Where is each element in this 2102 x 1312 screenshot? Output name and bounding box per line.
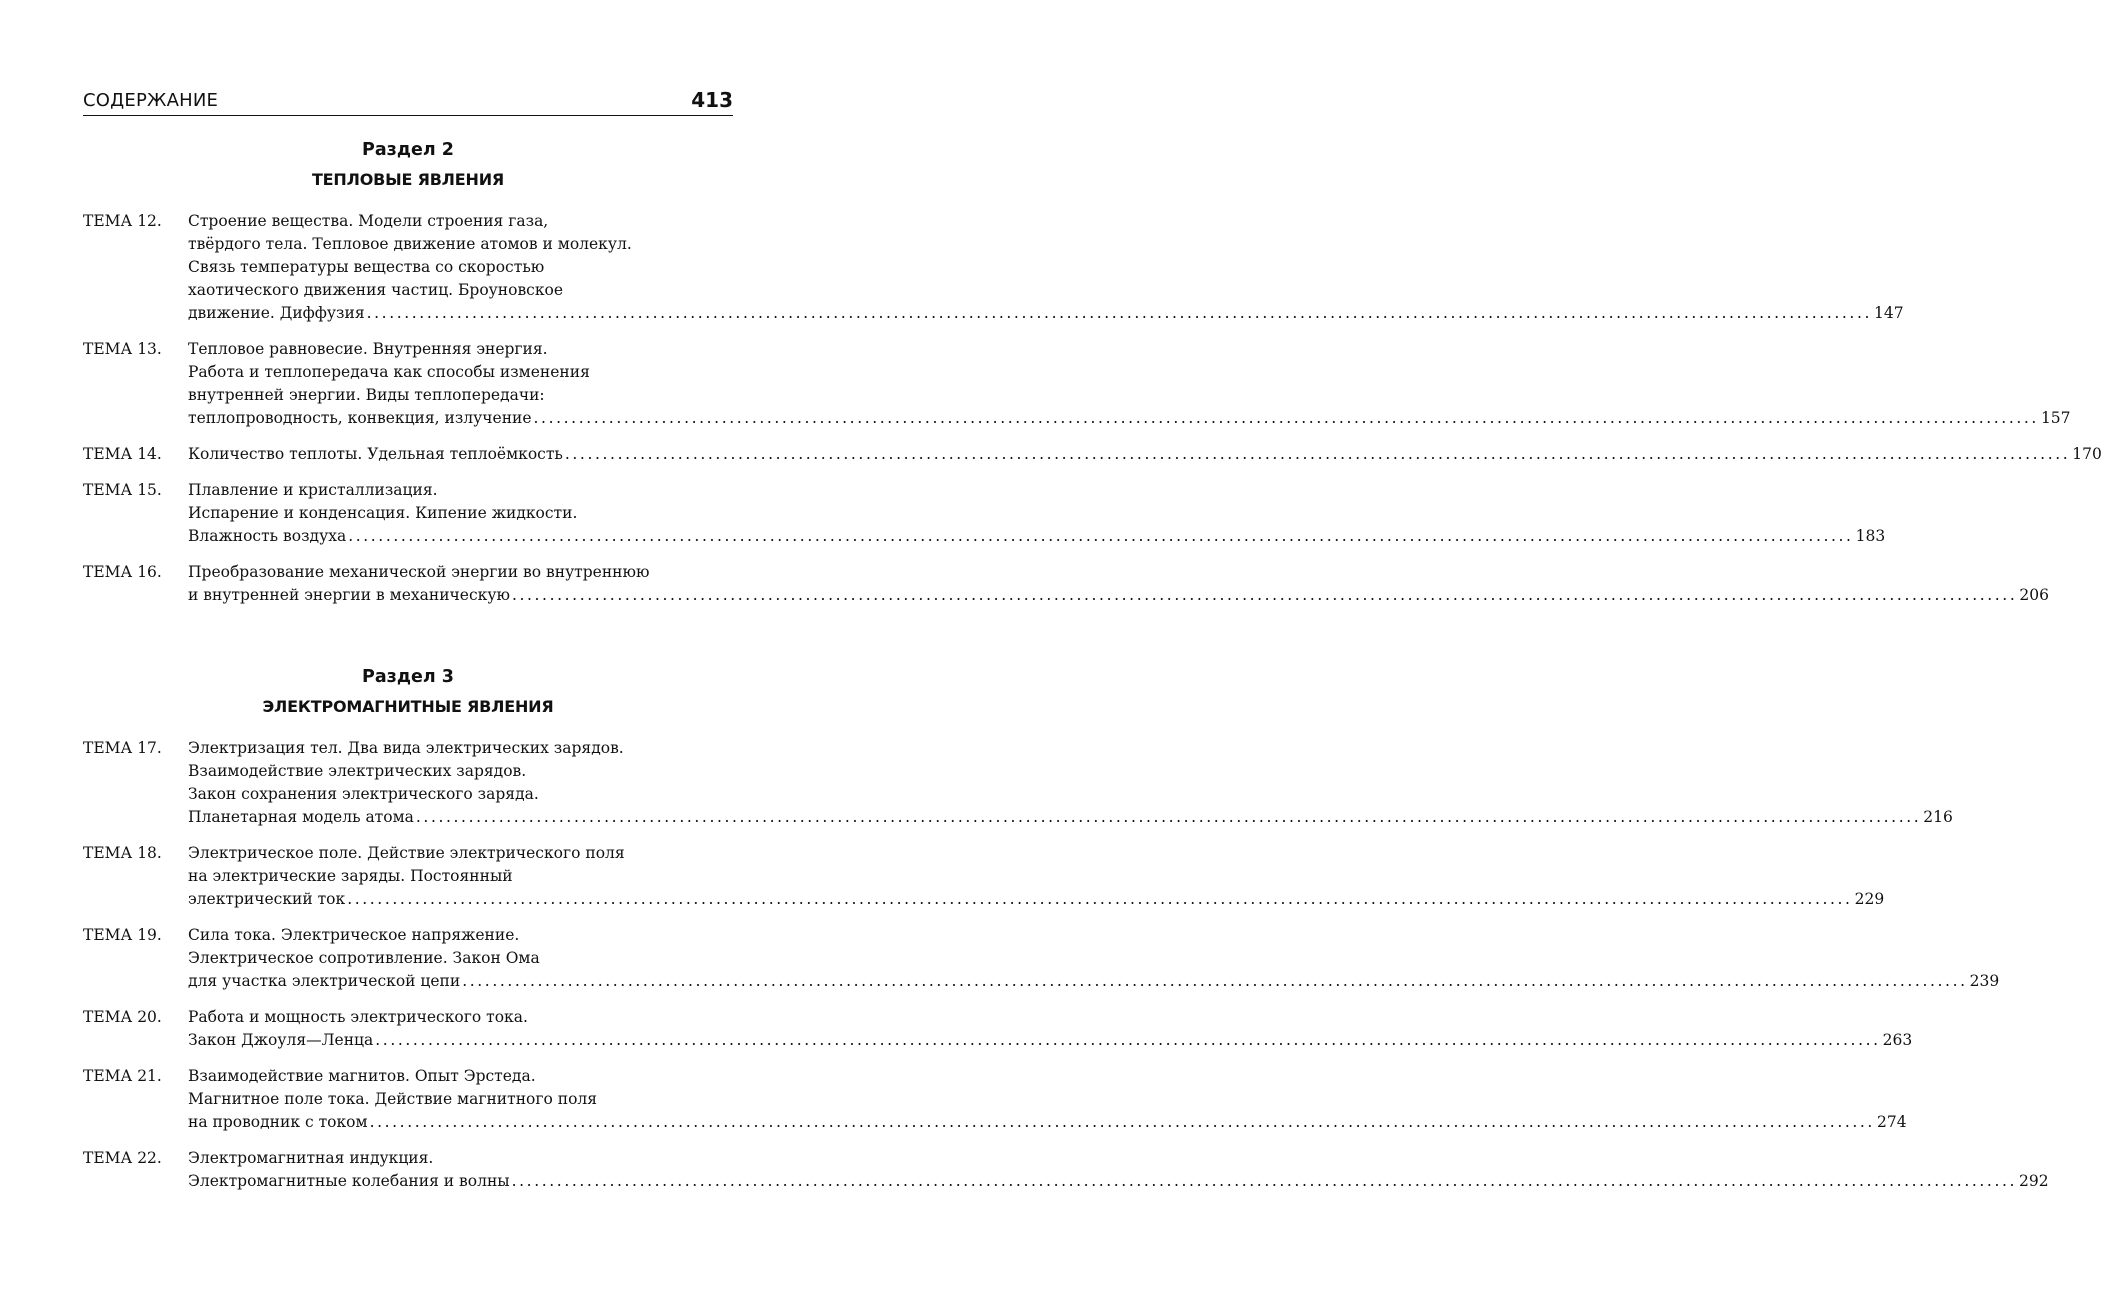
section-title: ТЕПЛОВЫЕ ЯВЛЕНИЯ [311, 170, 505, 189]
topic-label: ТЕМА 14. [83, 445, 162, 463]
dot-leader: ........................................................................................................................................................................................................ [533, 409, 2039, 427]
topic-title-last-line [188, 1029, 1912, 1052]
topic-title-line: Преобразование механической энергии во внутреннюю [188, 563, 650, 581]
topic-label: ТЕМА 21. [83, 1067, 162, 1085]
topic-title-line: Закон сохранения электрического заряда. [188, 785, 539, 803]
topic-title [188, 1065, 1907, 1134]
topic-title-line: Электромагнитные колебания и волны [188, 1172, 510, 1190]
topic-title-line: на электрические заряды. Постоянный [188, 867, 513, 885]
toc-entry [83, 737, 1953, 829]
section-title: ЭЛЕКТРОМАГНИТНЫЕ ЯВЛЕНИЯ [262, 697, 554, 716]
topic-title-last-line [188, 970, 1999, 993]
dot-leader: ........................................................................................................................................................................................................ [511, 586, 2018, 604]
topic-title-line: движение. Диффузия [188, 304, 365, 322]
topic-title-line: Электрическое поле. Действие электрического поля [188, 844, 625, 862]
topic-label: ТЕМА 19. [83, 926, 162, 944]
topic-title-line: и внутренней энергии в механическую [188, 586, 510, 604]
topic-label: ТЕМА 15. [83, 481, 162, 499]
topic-title-line: Влажность воздуха [188, 527, 347, 545]
topic-title-line: Электризация тел. Два вида электрических зарядов. [188, 739, 624, 757]
dot-leader: ........................................................................................................................................................................................................ [462, 972, 1968, 990]
topic-title-line: Плавление и кристаллизация. [188, 481, 438, 499]
page-number: 216 [1923, 808, 1953, 826]
toc-entry [83, 210, 1904, 325]
topic-title [188, 443, 2102, 466]
topic-title-line: Работа и теплопередача как способы изменения [188, 363, 590, 381]
topic-title-line: Закон Джоуля—Ленца [188, 1031, 374, 1049]
page-number: 157 [2040, 409, 2071, 427]
page-number: 229 [1854, 890, 1885, 908]
topic-title-line: Количество теплоты. Удельная теплоёмкость [188, 445, 563, 463]
topic-label: ТЕМА 12. [83, 212, 162, 230]
topic-label: ТЕМА 13. [83, 340, 162, 358]
topic-title-last-line [188, 1111, 1907, 1134]
dot-leader: ........................................................................................................................................................................................................ [511, 1172, 2018, 1190]
topic-title [188, 1147, 2049, 1193]
topic-label: ТЕМА 17. [83, 739, 162, 757]
topic-title-last-line [188, 888, 1884, 911]
topic-title-line: Взаимодействие электрических зарядов. [188, 762, 527, 780]
topic-title-line: Сила тока. Электрическое напряжение. [188, 926, 520, 944]
toc-entries [83, 210, 2102, 607]
topic-title [188, 842, 1884, 911]
topic-title-line: хаотического движения частиц. Броуновское [188, 281, 564, 299]
toc-entry [83, 561, 2049, 607]
section-heading [83, 139, 733, 191]
topic-title-last-line [188, 525, 1885, 548]
toc-entry [83, 924, 2000, 993]
topic-title-line: Испарение и конденсация. Кипение жидкости. [188, 504, 578, 522]
page-number: 274 [1876, 1113, 1907, 1131]
topic-title [188, 924, 1999, 993]
toc-entries [83, 737, 2049, 1193]
topic-title-line: твёрдого тела. Тепловое движение атомов и молекул. [188, 235, 632, 253]
dot-leader: ........................................................................................................................................................................................................ [415, 808, 1922, 826]
dot-leader: ........................................................................................................................................................................................................ [347, 890, 1853, 908]
page-number: 292 [2019, 1172, 2049, 1190]
page-header [83, 88, 733, 116]
topic-title-line: теплопроводность, конвекция, излучение [188, 409, 532, 427]
topic-label: ТЕМА 20. [83, 1008, 162, 1026]
section-number: Раздел 2 [362, 140, 454, 160]
toc-entry [83, 338, 2071, 430]
topic-title [188, 210, 1904, 325]
topic-title [188, 479, 1885, 548]
page-number: 206 [2019, 586, 2049, 604]
page-number: 239 [1969, 972, 2000, 990]
topic-title [188, 737, 1953, 829]
topic-title-line: Строение вещества. Модели строения газа, [188, 212, 549, 230]
topic-label: ТЕМА 22. [83, 1149, 162, 1167]
topic-title-line: Тепловое равновесие. Внутренняя энергия. [188, 340, 548, 358]
page-number: 170 [2072, 445, 2102, 463]
topic-title-line: Электрическое сопротивление. Закон Ома [188, 949, 540, 967]
dot-leader: ........................................................................................................................................................................................................ [564, 445, 2071, 463]
dot-leader: ........................................................................................................................................................................................................ [369, 1113, 1875, 1131]
topic-title-line: Работа и мощность электрического тока. [188, 1008, 528, 1026]
topic-title-line: Связь температуры вещества со скоростью [188, 258, 545, 276]
page-number: 263 [1882, 1031, 1913, 1049]
toc-entry [83, 479, 1886, 548]
topic-title-last-line [188, 806, 1953, 829]
section [83, 139, 2102, 620]
dot-leader: ........................................................................................................................................................................................................ [366, 304, 1873, 322]
topic-title-last-line [188, 302, 1904, 325]
topic-title-last-line [188, 407, 2071, 430]
toc-entry [83, 1065, 1907, 1134]
page-number: 147 [1874, 304, 1904, 322]
topic-label: ТЕМА 18. [83, 844, 162, 862]
dot-leader: ........................................................................................................................................................................................................ [375, 1031, 1881, 1049]
header-page-number: 413 [691, 88, 733, 112]
topic-title-last-line [188, 443, 2102, 466]
topic-title-line: Электромагнитная индукция. [188, 1149, 434, 1167]
toc-entry [83, 1147, 2049, 1193]
toc-entry [83, 842, 1885, 911]
section-number: Раздел 3 [362, 667, 454, 687]
topic-title [188, 561, 2049, 607]
toc-entry [83, 1006, 1913, 1052]
page-number: 183 [1855, 527, 1886, 545]
topic-title-last-line [188, 1170, 2049, 1193]
topic-title [188, 1006, 1912, 1052]
dot-leader: ........................................................................................................................................................................................................ [348, 527, 1854, 545]
header-title: СОДЕРЖАНИЕ [83, 90, 219, 111]
topic-title-line: на проводник с током [188, 1113, 368, 1131]
section-heading [83, 666, 733, 718]
topic-title-line: электрический ток [188, 890, 346, 908]
topic-title-line: внутренней энергии. Виды теплопередачи: [188, 386, 545, 404]
topic-title-line: Планетарная модель атома [188, 808, 414, 826]
topic-title-line: Взаимодействие магнитов. Опыт Эрстеда. [188, 1067, 536, 1085]
toc-entry [83, 443, 2102, 466]
topic-title-last-line [188, 584, 2049, 607]
topic-label: ТЕМА 16. [83, 563, 162, 581]
topic-title [188, 338, 2071, 430]
topic-title-line: Магнитное поле тока. Действие магнитного поля [188, 1090, 598, 1108]
section [83, 666, 2049, 1206]
topic-title-line: для участка электрической цепи [188, 972, 461, 990]
